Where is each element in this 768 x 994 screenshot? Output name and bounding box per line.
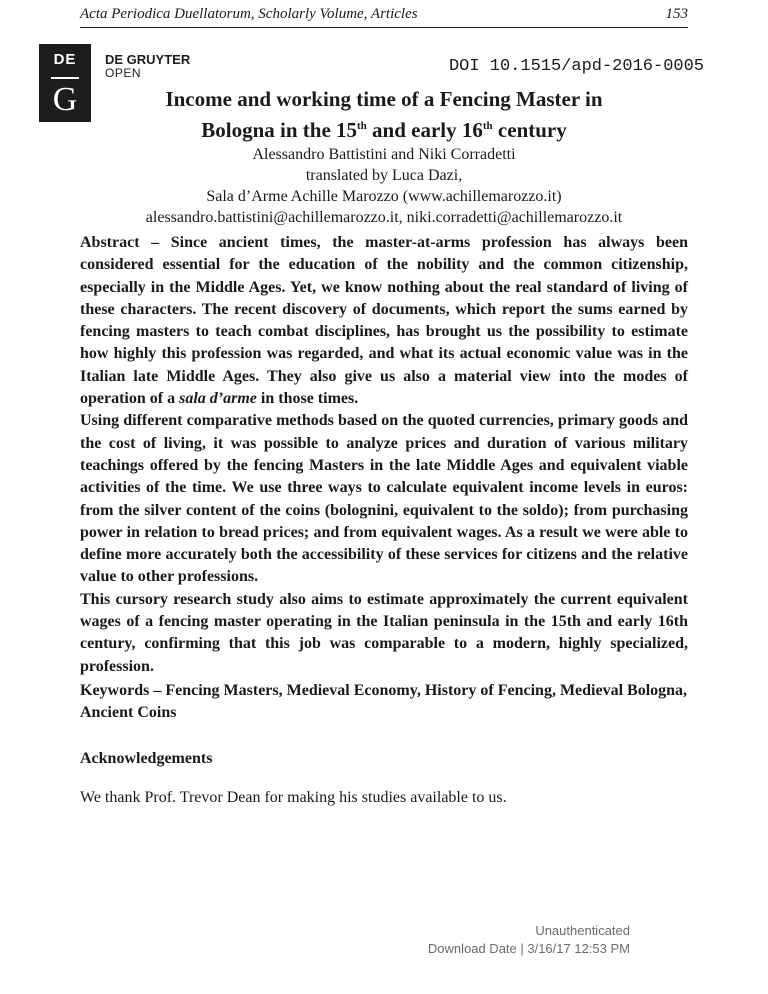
author-block <box>80 144 688 228</box>
translator: translated by Luca Dazi, <box>305 167 463 184</box>
title-sup: th <box>482 120 493 132</box>
stamp-line-1: Unauthenticated <box>535 923 630 938</box>
keywords: Keywords – Fencing Masters, Medieval Economy, History of Fencing, Medieval Bologna, Ancient Coins <box>80 682 688 722</box>
affiliation: Sala d’Arme Achille Marozzo (www.achillemarozzo.it) <box>206 188 562 205</box>
author-names: Alessandro Battistini and Niki Corradetti <box>252 146 516 163</box>
header-rule <box>80 27 688 28</box>
title-part: century <box>492 118 567 142</box>
journal-title: Acta Periodica Duellatorum, Scholarly Volume, Articles <box>80 6 418 22</box>
stamp-line-2: Download Date | 3/16/17 12:53 PM <box>427 941 630 956</box>
title-part: Bologna in the 15 <box>201 118 358 142</box>
logo-de-text: DE <box>53 51 77 68</box>
abstract-paragraph-3: This cursory research study also aims to estimate approximately the current equivalent wages of a fencing master operating in the Italian peninsula in the 15th and early 16th century, confirming that this job was comparable to a modern, highly specialized, profession. <box>80 590 688 675</box>
logo-g-text: G <box>52 81 78 118</box>
title-part: and early 16 <box>366 118 483 142</box>
publisher-name: DE GRUYTER <box>105 52 191 67</box>
abstract-text: in those times. <box>256 390 359 408</box>
abstract-text: Abstract – Since ancient times, the master-at-arms profession has always been considered essential for the education of the nobility and the common citizenship, especially in the Middle Ages. Yet, we know nothing about the real standard of living of these characters. The recent discovery of documents, which report the sums earned by fencing masters to teach combat disciplines, has brought us the possibility to estimate how highly this profession was regarded, and what its actual economic value was in the Italian late Middle Ages. They also give us also a material view into the modes of operation of a <box>80 234 688 408</box>
abstract-paragraph-1 <box>80 232 688 410</box>
title-line-2 <box>80 113 688 144</box>
abstract-paragraph-2: Using different comparative methods based on the quoted currencies, primary goods and the cost of living, it was possible to analyze prices and duration of various military teachings offered by the fencing Masters in the late Middle Ages and equivalent viable activities of the time. We use three ways to calculate equivalent income levels in euros: from the silver content of the coins (bolognini, equivalent to the soldo); from purchasing power in relation to bread prices; and from equivalent wages. As a result we were able to define more accurately both the accessibility of these services for citizens and the relative value to other professions. <box>80 412 688 586</box>
abstract <box>80 232 688 678</box>
paper-title <box>80 86 688 144</box>
abstract-italic-term: sala d’arme <box>179 390 257 408</box>
page-number: 153 <box>665 6 688 22</box>
title-line-1: Income and working time of a Fencing Master in <box>165 87 603 111</box>
acknowledgements-text: We thank Prof. Trevor Dean for making his studies available to us. <box>80 789 507 806</box>
title-sup: th <box>357 120 367 132</box>
download-stamp <box>428 922 630 958</box>
logo-divider <box>51 77 79 79</box>
running-header <box>80 6 688 26</box>
doi: DOI 10.1515/apd-2016-0005 <box>448 57 704 76</box>
author-emails: alessandro.battistini@achillemarozzo.it, niki.corradetti@achillemarozzo.it <box>145 209 623 226</box>
acknowledgements-heading: Acknowledgements <box>80 750 213 767</box>
publisher-sub: OPEN <box>105 66 142 80</box>
